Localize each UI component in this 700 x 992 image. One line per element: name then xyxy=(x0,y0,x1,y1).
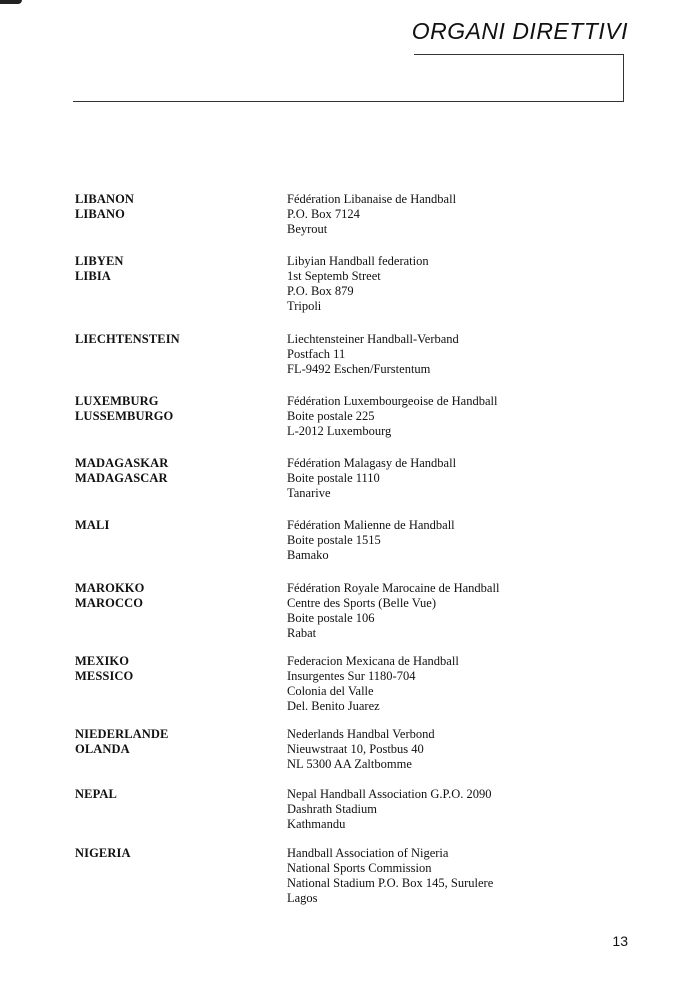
country-name: NIGERIA xyxy=(75,846,131,860)
federation-address xyxy=(287,394,647,439)
federation-address xyxy=(287,192,647,237)
address-line: Dashrath Stadium xyxy=(287,802,377,816)
address-line: Rabat xyxy=(287,626,317,640)
country-names xyxy=(75,654,275,684)
address-line: Centre des Sports (Belle Vue) xyxy=(287,596,436,610)
federation-address xyxy=(287,787,647,832)
address-line: Fédération Malienne de Handball xyxy=(287,518,455,532)
address-line: Tanarive xyxy=(287,486,331,500)
address-line: Colonia del Valle xyxy=(287,684,374,698)
federation-address xyxy=(287,518,647,563)
address-line: Del. Benito Juarez xyxy=(287,699,380,713)
address-line: Fédération Royale Marocaine de Handball xyxy=(287,581,500,595)
country-names xyxy=(75,192,275,222)
country-name: LIBYEN xyxy=(75,254,124,268)
address-line: Libyian Handball federation xyxy=(287,254,429,268)
federation-address xyxy=(287,254,647,314)
address-line: Fédération Libanaise de Handball xyxy=(287,192,457,206)
country-name-italian: MESSICO xyxy=(75,669,134,683)
country-names xyxy=(75,394,275,424)
address-line: Boite postale 106 xyxy=(287,611,375,625)
federation-address xyxy=(287,727,647,772)
country-name-italian: LUSSEMBURGO xyxy=(75,409,174,423)
address-line: P.O. Box 879 xyxy=(287,284,354,298)
country-names xyxy=(75,581,275,611)
address-line: Kathmandu xyxy=(287,817,346,831)
country-name-italian: MADAGASCAR xyxy=(75,471,168,485)
federation-address xyxy=(287,846,647,906)
address-line: Liechtensteiner Handball-Verband xyxy=(287,332,459,346)
country-name: LIBANON xyxy=(75,192,135,206)
address-line: Nepal Handball Association G.P.O. 2090 xyxy=(287,787,492,801)
address-line: Fédération Luxembourgeoise de Handball xyxy=(287,394,498,408)
federation-address xyxy=(287,332,647,377)
address-line: Federacion Mexicana de Handball xyxy=(287,654,459,668)
address-line: Boite postale 1515 xyxy=(287,533,381,547)
address-line: Bamako xyxy=(287,548,329,562)
country-names xyxy=(75,456,275,486)
country-name: NEPAL xyxy=(75,787,117,801)
country-names xyxy=(75,332,275,347)
address-line: 1st Septemb Street xyxy=(287,269,381,283)
page-title: ORGANI DIRETTIVI xyxy=(411,18,628,44)
address-line: P.O. Box 7124 xyxy=(287,207,360,221)
country-name: MALI xyxy=(75,518,110,532)
country-name: LIECHTENSTEIN xyxy=(75,332,180,346)
address-line: NL 5300 AA Zaltbomme xyxy=(287,757,412,771)
address-line: National Sports Commission xyxy=(287,861,432,875)
address-line: Nederlands Handbal Verbond xyxy=(287,727,435,741)
country-name-italian: LIBANO xyxy=(75,207,125,221)
address-line: Postfach 11 xyxy=(287,347,346,361)
address-line: L-2012 Luxembourg xyxy=(287,424,392,438)
address-line: Insurgentes Sur 1180-704 xyxy=(287,669,416,683)
country-name-italian: OLANDA xyxy=(75,742,130,756)
country-names xyxy=(75,518,275,533)
country-name: MEXIKO xyxy=(75,654,130,668)
address-line: Boite postale 1110 xyxy=(287,471,380,485)
address-line: Beyrout xyxy=(287,222,328,236)
country-name-italian: MAROCCO xyxy=(75,596,144,610)
address-line: Lagos xyxy=(287,891,318,905)
address-line: Nieuwstraat 10, Postbus 40 xyxy=(287,742,424,756)
address-line: FL-9492 Eschen/Furstentum xyxy=(287,362,431,376)
address-line: Boite postale 225 xyxy=(287,409,375,423)
address-line: National Stadium P.O. Box 145, Surulere xyxy=(287,876,494,890)
country-names xyxy=(75,846,275,861)
country-names xyxy=(75,254,275,284)
country-names xyxy=(75,787,275,802)
country-names xyxy=(75,727,275,757)
country-name: MAROKKO xyxy=(75,581,145,595)
federation-address xyxy=(287,654,647,714)
page-number: 13 xyxy=(612,933,628,949)
federation-address xyxy=(287,581,647,641)
address-line: Tripoli xyxy=(287,299,322,313)
address-line: Handball Association of Nigeria xyxy=(287,846,449,860)
country-name: NIEDERLANDE xyxy=(75,727,169,741)
country-name: MADAGASKAR xyxy=(75,456,169,470)
federation-address xyxy=(287,456,647,501)
country-name: LUXEMBURG xyxy=(75,394,159,408)
address-line: Fédération Malagasy de Handball xyxy=(287,456,457,470)
country-name-italian: LIBIA xyxy=(75,269,111,283)
